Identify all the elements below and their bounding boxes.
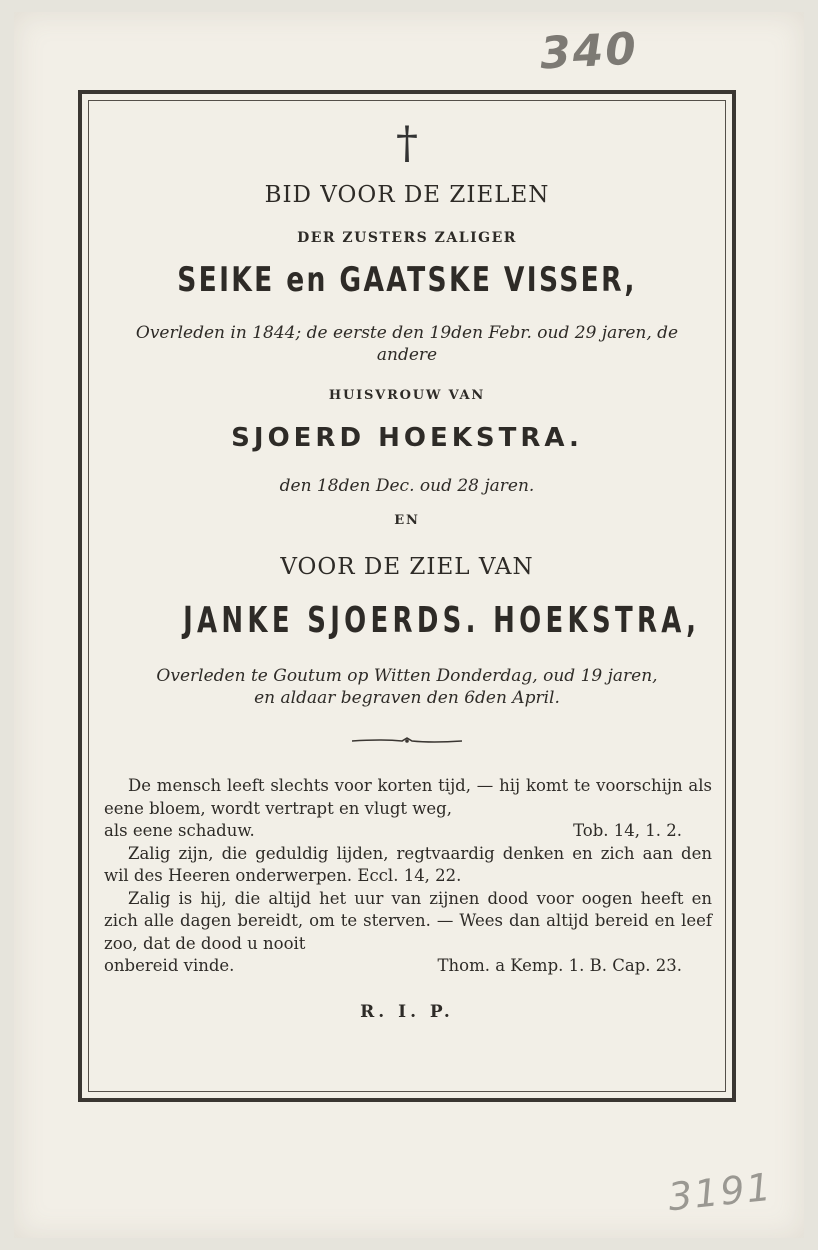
huisvrouw-label: HUISVROUW VAN (328, 388, 486, 403)
death-details-3b: en aldaar begraven den 6den April. (254, 688, 560, 708)
quote-kempis-reference: Thom. a Kemp. 1. B. Cap. 23. (437, 956, 682, 975)
quote-tobias-end: als eene schaduw. (104, 821, 255, 840)
deceased-names-visser: SEIKE en GAATSKE VISSER, (177, 260, 637, 300)
quote-ecclesiasticus: Zalig zijn, die geduldig lijden, regtvaardig denken en zich aan den wil des Heeren onderwerpen. Eccl. 14, 22. (104, 843, 712, 885)
quote-tobias-reference: Tob. 14, 1. 2. (573, 821, 682, 840)
handwritten-number-top: 340 (538, 23, 640, 80)
ornament-divider (352, 737, 462, 745)
death-details-1: Overleden in 1844; de eerste den 19den Febr. oud 29 jaren, de andere (135, 323, 679, 365)
cross-icon: † (396, 118, 418, 169)
death-details-2: den 18den Dec. oud 28 jaren. (279, 476, 535, 496)
card-content (96, 110, 718, 1022)
quote-kempis-ref-line (104, 955, 712, 978)
handwritten-number-bottom: 3191 (665, 1164, 775, 1220)
quote-kempis-end: onbereid vinde. (104, 956, 235, 975)
deceased-name-hoekstra: JANKE SJOERDS. HOEKSTRA, (183, 600, 701, 641)
heading-voor-de-ziel: VOOR DE ZIEL VAN (280, 554, 534, 580)
husband-name: SJOERD HOEKSTRA. (231, 423, 583, 453)
quotation-block (96, 775, 718, 978)
conjunction-en: EN (394, 513, 420, 528)
quote-tobias: De mensch leeft slechts voor korten tijd, — hij komt te voorschijn als eene bloem, wordt vertrapt en vlugt weg, (104, 776, 712, 818)
heading-bid-voor: BID VOOR DE ZIELEN (264, 182, 550, 208)
death-details-3a: Overleden te Goutum op Witten Donderdag, oud 19 jaren, (156, 666, 658, 686)
quote-tobias-ref-line (104, 820, 712, 843)
quote-kempis: Zalig is hij, die altijd het uur van zijnen dood voor oogen heeft en zich alle dagen bereidt, om te sterven. — Wees dan altijd bereid en leef zoo, dat de dood u nooit (104, 888, 712, 953)
subheading-zusters: DER ZUSTERS ZALIGER (297, 230, 517, 246)
rip-text: R. I. P. (360, 1001, 454, 1022)
